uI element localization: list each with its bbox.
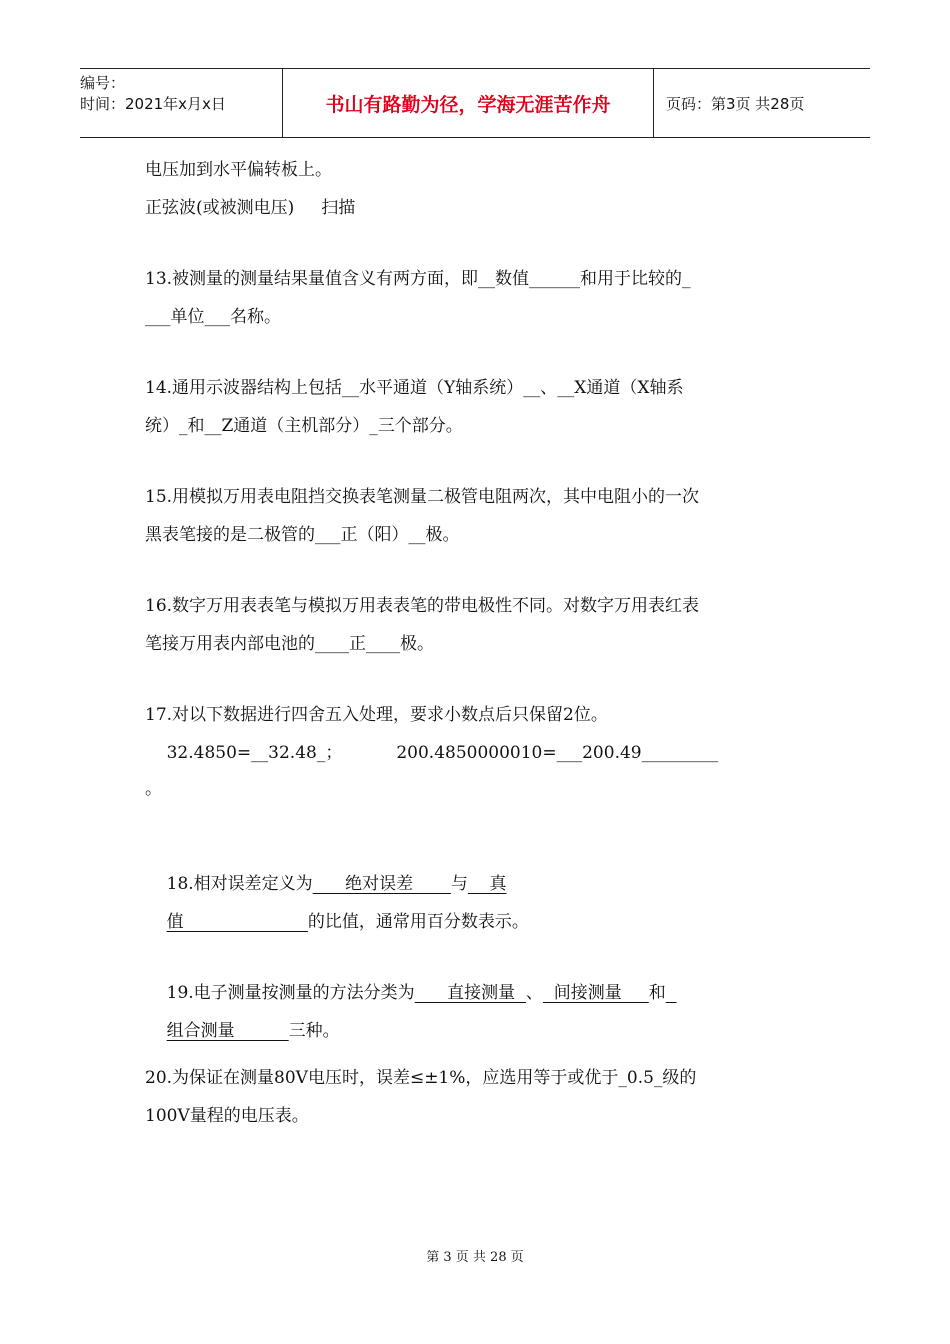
answer-blank: 间接测量 bbox=[542, 983, 649, 1003]
question-17-line-2: 32.4850=__32.48_； 200.4850000010=___200.49_________ bbox=[145, 743, 719, 763]
question-20-line-1: 20.为保证在测量80V电压时，误差≤±1%，应选用等于或优于_0.5_级的 bbox=[145, 1068, 697, 1088]
text-line: 电压加到水平偏转板上。 bbox=[145, 160, 332, 180]
question-18-line-2 bbox=[145, 886, 529, 958]
question-16-line-1: 16.数字万用表表笔与模拟万用表表笔的带电极性不同。对数字万用表红表 bbox=[145, 596, 700, 616]
question-18-connector: 与 bbox=[450, 874, 468, 894]
question-19-line-2 bbox=[145, 995, 340, 1067]
question-20-line-2: 100V量程的电压表。 bbox=[145, 1106, 309, 1126]
question-13-line-2: ___单位___名称。 bbox=[145, 307, 281, 327]
question-15-line-1: 15.用模拟万用表电阻挡交换表笔测量二极管电阻两次，其中电阻小的一次 bbox=[145, 487, 700, 507]
answer-blank: 真 bbox=[467, 874, 507, 894]
answer-blank: 值 bbox=[166, 912, 308, 932]
question-15-line-2: 黑表笔接的是二极管的___正（阳）__极。 bbox=[145, 525, 460, 545]
header-meta bbox=[80, 69, 282, 137]
header-time: 时间：2021年x月x日 bbox=[80, 95, 226, 113]
question-18-suffix: 的比值，通常用百分数表示。 bbox=[307, 912, 529, 932]
question-19-separator: 、 bbox=[525, 983, 543, 1003]
question-18-prefix: 18.相对误差定义为 bbox=[166, 874, 313, 894]
text-line: 正弦波(或被测电压) 扫描 bbox=[145, 198, 356, 218]
question-13-line-1: 13.被测量的测量结果量值含义有两方面，即__数值______和用于比较的_ bbox=[145, 269, 691, 289]
question-14-line-1: 14.通用示波器结构上包括__水平通道（Y轴系统）__、__X通道（X轴系 bbox=[145, 378, 684, 398]
header-number: 编号： bbox=[80, 74, 126, 92]
answer-blank: 直接测量 bbox=[414, 983, 526, 1003]
question-19-prefix: 19.电子测量按测量的方法分类为 bbox=[166, 983, 415, 1003]
answer-blank: 组合测量 bbox=[166, 1021, 289, 1041]
question-17-line-3: 。 bbox=[145, 779, 162, 799]
answer-blank bbox=[666, 983, 677, 1003]
page-footer: 第 3 页 共 28 页 bbox=[426, 1250, 524, 1265]
header-page-info: 页码：第3页 共28页 bbox=[666, 94, 805, 113]
question-17-line-1: 17.对以下数据进行四舍五入处理，要求小数点后只保留2位。 bbox=[145, 705, 608, 725]
header-motto: 书山有路勤为径，学海无涯苦作舟 bbox=[282, 69, 654, 137]
question-19-connector: 和 bbox=[648, 983, 666, 1003]
question-19-suffix: 三种。 bbox=[288, 1021, 340, 1041]
page-header bbox=[80, 68, 870, 138]
question-16-line-2: 笔接万用表内部电池的____正____极。 bbox=[145, 634, 434, 654]
answer-blank: 绝对误差 bbox=[312, 874, 451, 894]
question-14-line-2: 统）_和__Z通道（主机部分）_三个部分。 bbox=[145, 416, 463, 436]
